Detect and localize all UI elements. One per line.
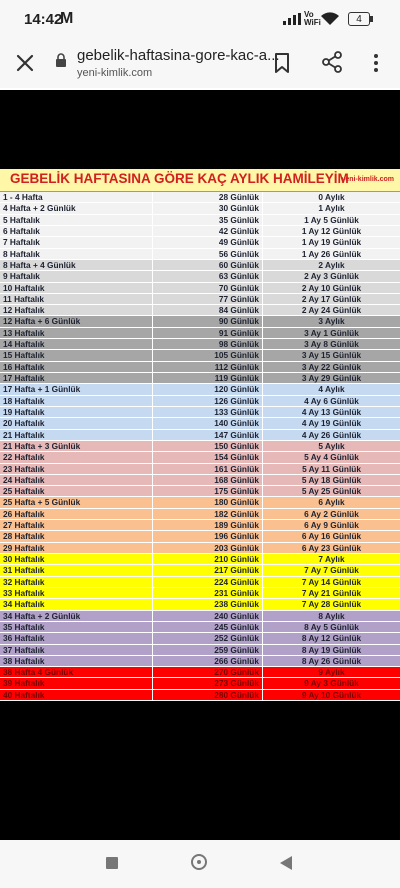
cell-days: 133 Günlük xyxy=(152,407,262,417)
cell-week: 16 Haftalık xyxy=(3,361,45,372)
cell-months: 8 Ay 19 Günlük xyxy=(262,645,400,655)
table-row xyxy=(0,509,400,520)
cell-week: 35 Haftalık xyxy=(3,621,45,632)
page-content xyxy=(0,90,400,840)
navigation-bar xyxy=(0,840,400,888)
table-row xyxy=(0,418,400,429)
battery-level: 4 xyxy=(356,14,362,25)
cell-week: 21 Haftalık xyxy=(3,429,45,440)
cell-months: 3 Ay 1 Günlük xyxy=(262,328,400,338)
cell-days: 154 Günlük xyxy=(152,452,262,462)
cell-months: 7 Ay 28 Günlük xyxy=(262,599,400,609)
table-row xyxy=(0,305,400,316)
cell-week: 33 Haftalık xyxy=(3,587,45,598)
cell-months: 7 Ay 7 Günlük xyxy=(262,565,400,575)
table-row xyxy=(0,577,400,588)
home-button[interactable] xyxy=(191,854,207,870)
battery-icon xyxy=(348,12,370,26)
table-title-row xyxy=(0,169,400,192)
cell-week: 5 Haftalık xyxy=(3,214,40,225)
cell-days: 28 Günlük xyxy=(152,192,262,202)
cell-months: 9 Ay 3 Günlük xyxy=(262,678,400,688)
cell-months: 9 Ay 10 Günlük xyxy=(262,690,400,700)
cell-months: 5 Ay 25 Günlük xyxy=(262,486,400,496)
status-time: 14:42 xyxy=(24,11,63,28)
cell-days: 280 Günlük xyxy=(152,690,262,700)
cell-days: 98 Günlük xyxy=(152,339,262,349)
table-row xyxy=(0,611,400,622)
cell-days: 49 Günlük xyxy=(152,237,262,247)
cell-days: 70 Günlük xyxy=(152,283,262,293)
volte-label: Vo xyxy=(304,10,314,19)
table-row xyxy=(0,475,400,486)
gmail-notification-icon: M xyxy=(60,10,74,27)
table-row xyxy=(0,260,400,271)
table-row xyxy=(0,690,400,701)
cell-months: 7 Aylık xyxy=(262,554,400,564)
cell-months: 8 Aylık xyxy=(262,611,400,621)
cell-days: 56 Günlük xyxy=(152,249,262,259)
cell-months: 8 Ay 26 Günlük xyxy=(262,656,400,666)
wifi-icon xyxy=(320,12,340,26)
table-row xyxy=(0,384,400,395)
cell-days: 273 Günlük xyxy=(152,678,262,688)
cell-days: 231 Günlük xyxy=(152,588,262,598)
table-row xyxy=(0,656,400,667)
cell-months: 4 Ay 13 Günlük xyxy=(262,407,400,417)
cell-months: 1 Ay 26 Günlük xyxy=(262,249,400,259)
cell-days: 266 Günlük xyxy=(152,656,262,666)
cell-days: 161 Günlük xyxy=(152,464,262,474)
cell-week: 38 Hafta 4 Günlük xyxy=(3,667,74,678)
table-row xyxy=(0,396,400,407)
cell-months: 5 Ay 18 Günlük xyxy=(262,475,400,485)
table-row xyxy=(0,339,400,350)
cell-days: 182 Günlük xyxy=(152,509,262,519)
table-row xyxy=(0,192,400,203)
share-icon[interactable] xyxy=(321,51,343,73)
cell-week: 19 Haftalık xyxy=(3,406,45,417)
cell-months: 7 Ay 14 Günlük xyxy=(262,577,400,587)
table-row xyxy=(0,464,400,475)
cell-week: 30 Haftalık xyxy=(3,554,45,564)
cell-months: 2 Ay 3 Günlük xyxy=(262,271,400,281)
wifi-call-label: WiFi xyxy=(304,18,321,27)
cell-days: 150 Günlük xyxy=(152,441,262,451)
back-button[interactable] xyxy=(280,856,292,870)
cell-week: 1 - 4 Hafta xyxy=(3,192,43,202)
cell-days: 126 Günlük xyxy=(152,396,262,406)
cell-months: 0 Aylık xyxy=(262,192,400,202)
cell-week: 9 Haftalık xyxy=(3,271,40,282)
cell-months: 5 Ay 11 Günlük xyxy=(262,464,400,474)
table-row xyxy=(0,588,400,599)
cell-week: 12 Haftalık xyxy=(3,305,45,316)
cell-week: 4 Hafta + 2 Günlük xyxy=(3,203,76,214)
cell-days: 238 Günlük xyxy=(152,599,262,609)
cell-months: 7 Ay 21 Günlük xyxy=(262,588,400,598)
cell-days: 180 Günlük xyxy=(152,497,262,507)
lock-icon xyxy=(55,53,67,67)
cell-months: 2 Ay 10 Günlük xyxy=(262,283,400,293)
table-row xyxy=(0,294,400,305)
cell-months: 5 Aylık xyxy=(262,441,400,451)
cell-months: 8 Ay 5 Günlük xyxy=(262,622,400,632)
cell-week: 17 Hafta + 1 Günlük xyxy=(3,384,81,395)
cell-week: 36 Haftalık xyxy=(3,633,45,644)
cell-months: 6 Aylık xyxy=(262,497,400,507)
cell-days: 119 Günlük xyxy=(152,373,262,383)
table-row xyxy=(0,520,400,531)
cell-week: 15 Haftalık xyxy=(3,350,45,361)
cell-days: 77 Günlük xyxy=(152,294,262,304)
cell-months: 4 Ay 19 Günlük xyxy=(262,418,400,428)
cell-week: 37 Haftalık xyxy=(3,644,45,655)
cell-days: 120 Günlük xyxy=(152,384,262,394)
bookmark-icon[interactable] xyxy=(273,52,291,74)
cell-days: 30 Günlük xyxy=(152,203,262,213)
cell-days: 217 Günlük xyxy=(152,565,262,575)
table-row xyxy=(0,407,400,418)
cell-months: 1 Ay 12 Günlük xyxy=(262,226,400,236)
cell-months: 1 Ay 5 Günlük xyxy=(262,215,400,225)
table-row xyxy=(0,350,400,361)
cell-week: 25 Hafta + 5 Günlük xyxy=(3,497,81,508)
cell-week: 11 Haftalık xyxy=(3,293,45,304)
cell-week: 22 Haftalık xyxy=(3,452,45,463)
table-row xyxy=(0,316,400,327)
table-row xyxy=(0,362,400,373)
table-row xyxy=(0,497,400,508)
table-row xyxy=(0,531,400,542)
table-row xyxy=(0,430,400,441)
cell-week: 29 Haftalık xyxy=(3,542,45,553)
cell-days: 112 Günlük xyxy=(152,362,262,372)
table-row xyxy=(0,203,400,214)
table-row xyxy=(0,283,400,294)
cell-months: 3 Aylık xyxy=(262,316,400,326)
cell-week: 34 Hafta + 2 Günlük xyxy=(3,610,81,621)
cell-days: 270 Günlük xyxy=(152,667,262,677)
cell-days: 203 Günlük xyxy=(152,543,262,553)
recents-button[interactable] xyxy=(106,857,118,869)
table-row xyxy=(0,554,400,565)
table-row xyxy=(0,543,400,554)
cell-days: 224 Günlük xyxy=(152,577,262,587)
cell-days: 84 Günlük xyxy=(152,305,262,315)
cell-days: 140 Günlük xyxy=(152,418,262,428)
close-icon[interactable] xyxy=(14,52,36,74)
cell-days: 240 Günlük xyxy=(152,611,262,621)
table-row xyxy=(0,452,400,463)
table-row xyxy=(0,486,400,497)
cell-week: 17 Haftalık xyxy=(3,373,45,383)
url-title[interactable]: gebelik-haftasina-gore-kac-a... xyxy=(77,47,280,64)
table-row xyxy=(0,622,400,633)
battery-tip xyxy=(370,16,373,22)
cell-months: 4 Aylık xyxy=(262,384,400,394)
cell-week: 23 Haftalık xyxy=(3,463,45,474)
cell-days: 90 Günlük xyxy=(152,316,262,326)
cell-week: 21 Hafta + 3 Günlük xyxy=(3,440,81,451)
cell-days: 189 Günlük xyxy=(152,520,262,530)
cell-days: 91 Günlük xyxy=(152,328,262,338)
cell-week: 24 Haftalık xyxy=(3,474,45,485)
cell-week: 20 Haftalık xyxy=(3,418,45,429)
cell-months: 5 Ay 4 Günlük xyxy=(262,452,400,462)
cell-week: 39 Haftalık xyxy=(3,678,45,689)
signal-icon xyxy=(283,13,301,25)
cell-months: 8 Ay 12 Günlük xyxy=(262,633,400,643)
table-row xyxy=(0,633,400,644)
table-row xyxy=(0,249,400,260)
cell-months: 4 Ay 6 Günlük xyxy=(262,396,400,406)
table-row xyxy=(0,226,400,237)
more-options-icon[interactable] xyxy=(368,52,384,74)
cell-days: 259 Günlük xyxy=(152,645,262,655)
cell-week: 18 Haftalık xyxy=(3,395,45,406)
table-body xyxy=(0,192,400,701)
cell-week: 40 Haftalık xyxy=(3,689,45,700)
cell-months: 6 Ay 9 Günlük xyxy=(262,520,400,530)
table-row xyxy=(0,645,400,656)
cell-months: 1 Aylık xyxy=(262,203,400,213)
cell-week: 34 Haftalık xyxy=(3,599,45,610)
cell-week: 27 Haftalık xyxy=(3,520,45,531)
cell-months: 3 Ay 29 Günlük xyxy=(262,373,400,383)
cell-days: 210 Günlük xyxy=(152,554,262,564)
home-dot xyxy=(197,860,201,864)
cell-week: 12 Hafta + 6 Günlük xyxy=(3,316,81,327)
table-row xyxy=(0,237,400,248)
table-row xyxy=(0,215,400,226)
table-row xyxy=(0,373,400,384)
cell-week: 38 Haftalık xyxy=(3,655,45,666)
cell-days: 252 Günlük xyxy=(152,633,262,643)
url-domain[interactable]: yeni-kimlik.com xyxy=(77,67,153,79)
cell-week: 7 Haftalık xyxy=(3,237,40,248)
cell-months: 6 Ay 23 Günlük xyxy=(262,543,400,553)
cell-months: 6 Ay 2 Günlük xyxy=(262,509,400,519)
table-row xyxy=(0,667,400,678)
cell-week: 32 Haftalık xyxy=(3,576,45,587)
table-row xyxy=(0,441,400,452)
cell-week: 8 Haftalık xyxy=(3,248,40,259)
cell-months: 3 Ay 8 Günlük xyxy=(262,339,400,349)
cell-week: 6 Haftalık xyxy=(3,225,40,236)
cell-days: 105 Günlük xyxy=(152,350,262,360)
table-row xyxy=(0,328,400,339)
cell-week: 14 Haftalık xyxy=(3,339,45,350)
table-row xyxy=(0,678,400,689)
volte-icon xyxy=(304,11,321,27)
cell-months: 4 Ay 26 Günlük xyxy=(262,430,400,440)
table-site-label: yeni-kimlik.com xyxy=(341,176,394,183)
cell-week: 13 Haftalık xyxy=(3,327,45,338)
cell-months: 2 Aylık xyxy=(262,260,400,270)
cell-days: 35 Günlük xyxy=(152,215,262,225)
cell-days: 168 Günlük xyxy=(152,475,262,485)
cell-days: 147 Günlük xyxy=(152,430,262,440)
table-row xyxy=(0,565,400,576)
cell-week: 10 Haftalık xyxy=(3,282,45,293)
cell-days: 245 Günlük xyxy=(152,622,262,632)
table-row xyxy=(0,599,400,610)
cell-months: 6 Ay 16 Günlük xyxy=(262,531,400,541)
cell-months: 1 Ay 19 Günlük xyxy=(262,237,400,247)
table-row xyxy=(0,271,400,282)
browser-toolbar xyxy=(0,38,400,88)
cell-days: 175 Günlük xyxy=(152,486,262,496)
cell-week: 26 Haftalık xyxy=(3,508,45,519)
cell-months: 2 Ay 17 Günlük xyxy=(262,294,400,304)
cell-week: 31 Haftalık xyxy=(3,565,45,576)
cell-week: 8 Hafta + 4 Günlük xyxy=(3,259,76,270)
status-bar xyxy=(0,0,400,38)
cell-week: 25 Haftalık xyxy=(3,486,45,497)
cell-months: 3 Ay 15 Günlük xyxy=(262,350,400,360)
cell-months: 9 Aylık xyxy=(262,667,400,677)
cell-months: 2 Ay 24 Günlük xyxy=(262,305,400,315)
table-title: GEBELİK HAFTASINA GÖRE KAÇ AYLIK HAMİLEYİM xyxy=(10,171,349,186)
cell-days: 60 Günlük xyxy=(152,260,262,270)
cell-days: 42 Günlük xyxy=(152,226,262,236)
cell-week: 28 Haftalık xyxy=(3,531,45,542)
cell-days: 63 Günlük xyxy=(152,271,262,281)
cell-months: 3 Ay 22 Günlük xyxy=(262,362,400,372)
pregnancy-table-image xyxy=(0,169,400,701)
cell-days: 196 Günlük xyxy=(152,531,262,541)
